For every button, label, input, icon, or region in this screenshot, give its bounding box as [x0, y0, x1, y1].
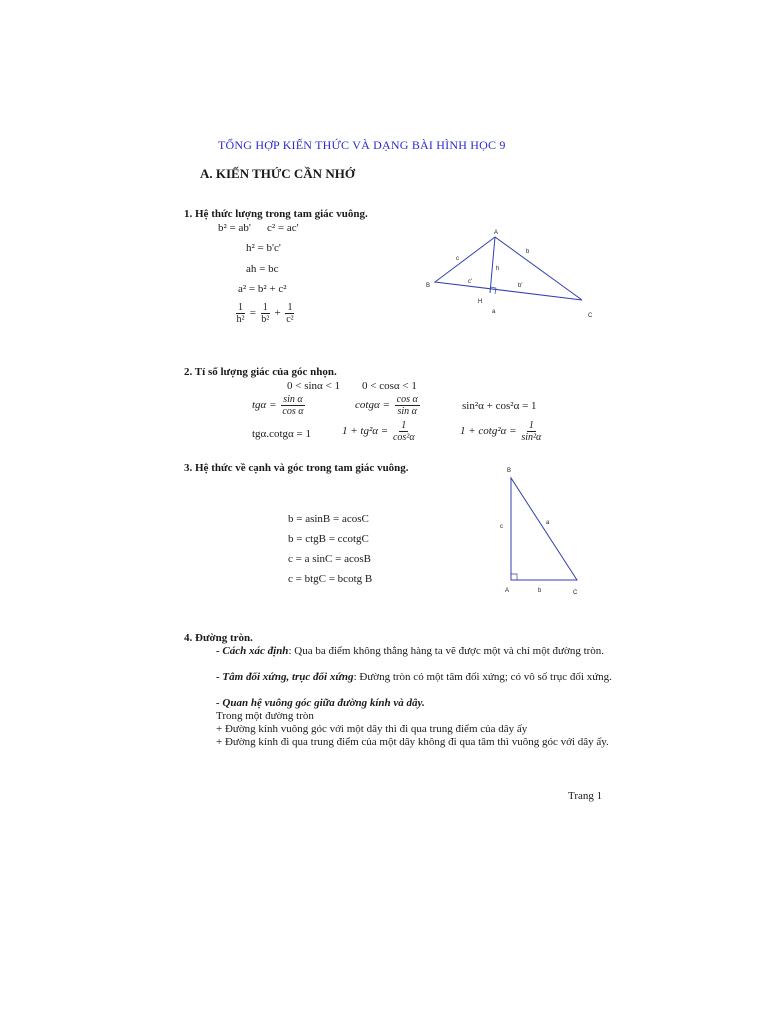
formula-c-tg: c = btgC = bcotg B	[288, 573, 373, 585]
paragraph-perpendicular-heading: - Quan hệ vuông góc giữa đường kính và dây.	[216, 697, 425, 709]
foot-h-label: H	[478, 299, 483, 305]
hypotenuse-a-label: a	[492, 309, 496, 315]
section-a-heading: A. KIẾN THỨC CẦN NHỚ	[200, 166, 355, 181]
formula-ah-bc: ah = bc	[246, 263, 279, 275]
paragraph-determination: - Cách xác định: Qua ba điểm không thẳng hàng ta vẽ được một và chỉ một đường tròn.	[216, 645, 605, 657]
side-c-label: c	[500, 524, 503, 530]
formula-b-tg: b = ctgB = ccotgC	[288, 533, 369, 545]
cos-inequality: 0 < cosα < 1	[362, 380, 417, 392]
vertex-c-label: C	[573, 590, 578, 596]
segment-bprime-label: b'	[518, 283, 523, 289]
side-c-label: c	[456, 256, 459, 262]
side-b-label: b	[538, 588, 542, 594]
formula-reciprocal-h: $\frac{1}{\text{h²}}$ = $\frac{1}{\text{b²}}$ + $\frac{1}{\text{c²}}$	[236, 302, 294, 325]
paragraph-rule-1: + Đường kính vuông góc với một dây thì đi qua trung điểm của dây ấy	[216, 723, 528, 735]
page-number: Trang 1	[568, 790, 603, 802]
side-a-label: a	[546, 520, 550, 526]
formula-c-sin: c = a sinC = acosB	[288, 553, 371, 565]
cotg-identity: 1 + cotg²α = $\frac{1}{\text{sin²α}}$	[460, 420, 542, 443]
vertex-a-label: A	[505, 588, 510, 594]
sin-inequality: 0 < sinα < 1	[287, 380, 341, 392]
formula-pythagoras: a² = b² + c²	[238, 283, 287, 295]
formula-b-sin: b = asinB = acosC	[288, 513, 369, 525]
formula-h2: h² = b'c'	[246, 242, 281, 254]
right-triangle-altitude-figure	[420, 225, 610, 320]
section-2-heading: 2. Tỉ số lượng giác của góc nhọn.	[184, 366, 337, 378]
right-triangle-abc-figure	[495, 462, 590, 602]
vertex-b-label: B	[507, 468, 512, 474]
vertex-b-label: B	[426, 283, 431, 289]
formula-b2: b² = ab'	[218, 222, 251, 234]
paragraph-symmetry: - Tâm đối xứng, trục đối xứng: Đường tròn có một tâm đối xứng; có vô số trục đối xứng.	[216, 671, 612, 683]
formula-c2: c² = ac'	[267, 222, 299, 234]
section-4-heading: 4. Đường tròn.	[184, 632, 253, 644]
pythagorean-identity: sin²α + cos²α = 1	[462, 400, 537, 412]
vertex-c-label: C	[588, 313, 593, 319]
paragraph-rule-2: + Đường kính đi qua trung điểm của một dây không đi qua tâm thì vuông góc với dây ấy.	[216, 736, 609, 748]
tg-definition: tgα = $\frac{\text{sin α}}{\text{cos α}}$	[252, 394, 304, 417]
altitude-h-label: h	[496, 266, 500, 272]
vertex-a-label: A	[494, 230, 499, 236]
document-title: TỔNG HỢP KIẾN THỨC VÀ DẠNG BÀI HÌNH HỌC 9	[218, 138, 506, 152]
section-3-heading: 3. Hệ thức về cạnh và góc trong tam giác vuông.	[184, 462, 409, 474]
side-b-label: b	[526, 249, 530, 255]
cotg-definition: cotgα = $\frac{\text{cos α}}{\text{sin α}}$	[355, 394, 418, 417]
section-1-heading: 1. Hệ thức lượng trong tam giác vuông.	[184, 208, 368, 220]
tg-identity: 1 + tg²α = $\frac{1}{\text{cos²α}}$	[342, 420, 415, 443]
segment-cprime-label: c'	[468, 279, 473, 285]
paragraph-in-circle: Trong một đường tròn	[216, 710, 314, 722]
tg-cotg-product: tgα.cotgα = 1	[252, 428, 311, 440]
